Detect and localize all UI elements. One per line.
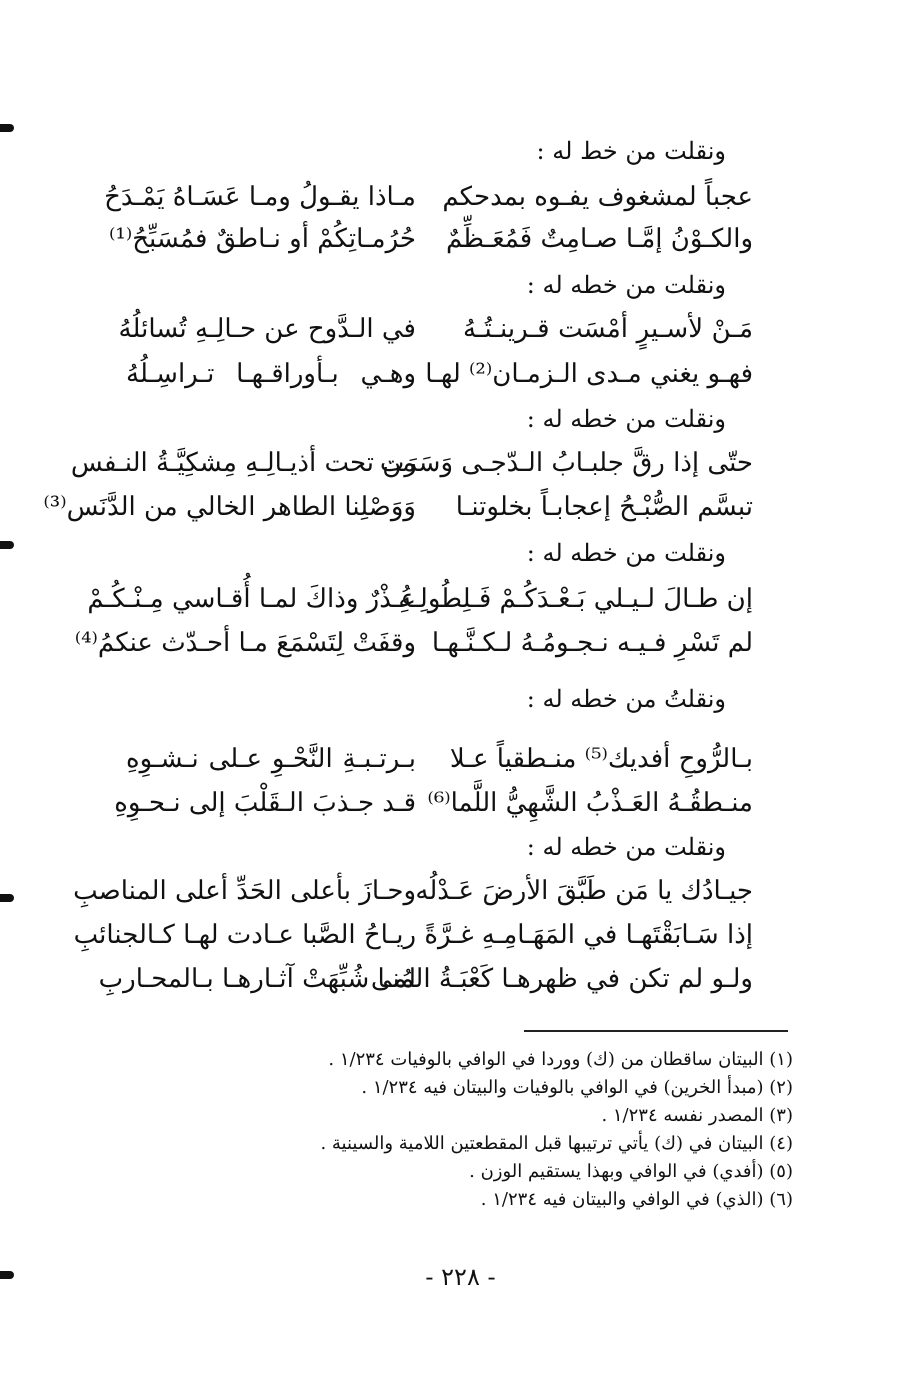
scan-edge-mark (0, 541, 14, 549)
verse-second-hemistich: حُرُمـاتِكُمْ أو نـاطقٌ فمُسَبِّحُ⁽¹⁾ (108, 224, 416, 254)
footnote: (٦) (الذي) في الوافي والبيتان فيه ١/٢٣٤ . (480, 1189, 793, 1210)
section-heading: ونقلت من خطه له : (526, 833, 726, 861)
footnote-separator (524, 1030, 788, 1032)
verse-first-hemistich: عجباً لمشغوف يفـوه بمدحكم (442, 182, 753, 212)
verse-second-hemistich: في الـدَّوح عن حـالِـهِ تُسائلُهُ (118, 314, 416, 344)
verse-second-hemistich: وهـي بـأوراقـهـا تـراسِـلُهُ (126, 359, 416, 389)
verse-first-hemistich: بـالرُّوحِ أفديك⁽⁵⁾ منـطقياً عـلا (449, 744, 753, 774)
verse-second-hemistich: وحـازَ بأعلى الحَدِّ أعلى المناصبِ (73, 876, 416, 906)
verse-first-hemistich: فهـو يغني مـدى الـزمـان⁽²⁾ لهـا (425, 359, 753, 389)
footnote: (٣) المصدر نفسه ١/٢٣٤ . (601, 1105, 793, 1126)
footnotes (320, 1046, 793, 1214)
verse-first-hemistich: إذا سَـابَقْتَهـا في المَهَـامِـهِ غـرَّةً (424, 920, 753, 950)
verse-second-hemistich: وَوَصْلِنا الطاهر الخالي من الدَّنَس⁽³⁾ (43, 492, 416, 522)
verse-first-hemistich: تبسَّم الصُّبْـحُ إعجابـاً بخلوتنـا (455, 492, 753, 522)
verse-first-hemistich: إن طـالَ لـيـلي بَـعْـدَكُـمْ فَـلِطُولِـهِ (398, 584, 753, 614)
footnote: (٤) البيتان في (ك) يأتي ترتيبها قبل المقطعتين اللامية والسينية . (320, 1133, 793, 1154)
section-heading: ونقلت من خطه له : (526, 405, 726, 433)
section-heading: ونقلت من خطه له : (526, 271, 726, 299)
verse-second-hemistich: ريـاحُ الصَّبا عـادت لهـا كـالجنائبِ (73, 920, 416, 950)
verse-second-hemistich: من تحت أذيـالِـهِ مِشكِيَّـةُ النـفس (70, 448, 416, 478)
verse-first-hemistich: حتّى إذا رقَّ جلبـابُ الـدّجـى وَسَرَت (379, 448, 753, 478)
footnote: (٥) (أفدي) في الوافي وبهذا يستقيم الوزن . (469, 1161, 793, 1182)
verse-second-hemistich: بـرتـبـةِ النَّحْـوِ عـلى نـشـوِهِ (126, 744, 416, 774)
verse-second-hemistich: وقفَتْ لِتَسْمَعَ مـا أحـدّث عنكمُ⁽⁴⁾ (74, 628, 416, 658)
verse-first-hemistich: والكـوْنُ إمَّـا صـامِتٌ فَمُعَـظِّمٌ (445, 224, 753, 254)
verse-second-hemistich: مـاذا يقـولُ ومـا عَسَـاهُ يَمْـدَحُ (104, 182, 416, 212)
verse-second-hemistich: لمـا شُبِّهَتْ آثـارهـا بـالمحـاربِ (98, 964, 416, 994)
verse-first-hemistich: ولـو لم تكن في ظهرهـا كَعْبَـةُ المُنى (370, 964, 753, 994)
verse-first-hemistich: لم تَسْرِ فـيـه نـجـومُـهُ لـكـنَّـهـا (431, 628, 753, 658)
page-number: - ٢٢٨ - (425, 1263, 496, 1291)
section-heading: ونقلتُ من خطه له : (526, 685, 726, 713)
section-heading: ونقلت من خط له : (536, 137, 726, 165)
section-heading: ونقلت من خطه له : (526, 539, 726, 567)
scan-edge-mark (0, 124, 14, 132)
verse-first-hemistich: مَـنْ لأسـيرٍ أمْسَت قـرينـتُـهُ (463, 314, 753, 344)
verse-second-hemistich: عُـذْرٌ وذاكَ لمـا أُقـاسي مِـنْـكُـمْ (87, 584, 416, 614)
verse-first-hemistich: منـطقُـهُ العَـذْبُ الشَّهِيُّ اللَّما⁽⁶⁾ (427, 788, 753, 818)
footnote: (٢) (مبدأ الخرين) في الوافي بالوفيات والبيتان فيه ١/٢٣٤ . (361, 1077, 793, 1098)
footnote: (١) البيتان ساقطان من (ك) ووردا في الوافي بالوفيات ١/٢٣٤ . (328, 1049, 793, 1070)
scan-edge-mark (0, 894, 14, 902)
verse-first-hemistich: جيـادُك يا مَن طَبَّقَ الأرضَ عَـدْلُه (415, 876, 753, 906)
verse-second-hemistich: قـد جـذبَ الـقَلْبَ إلى نـحـوِهِ (114, 788, 416, 818)
